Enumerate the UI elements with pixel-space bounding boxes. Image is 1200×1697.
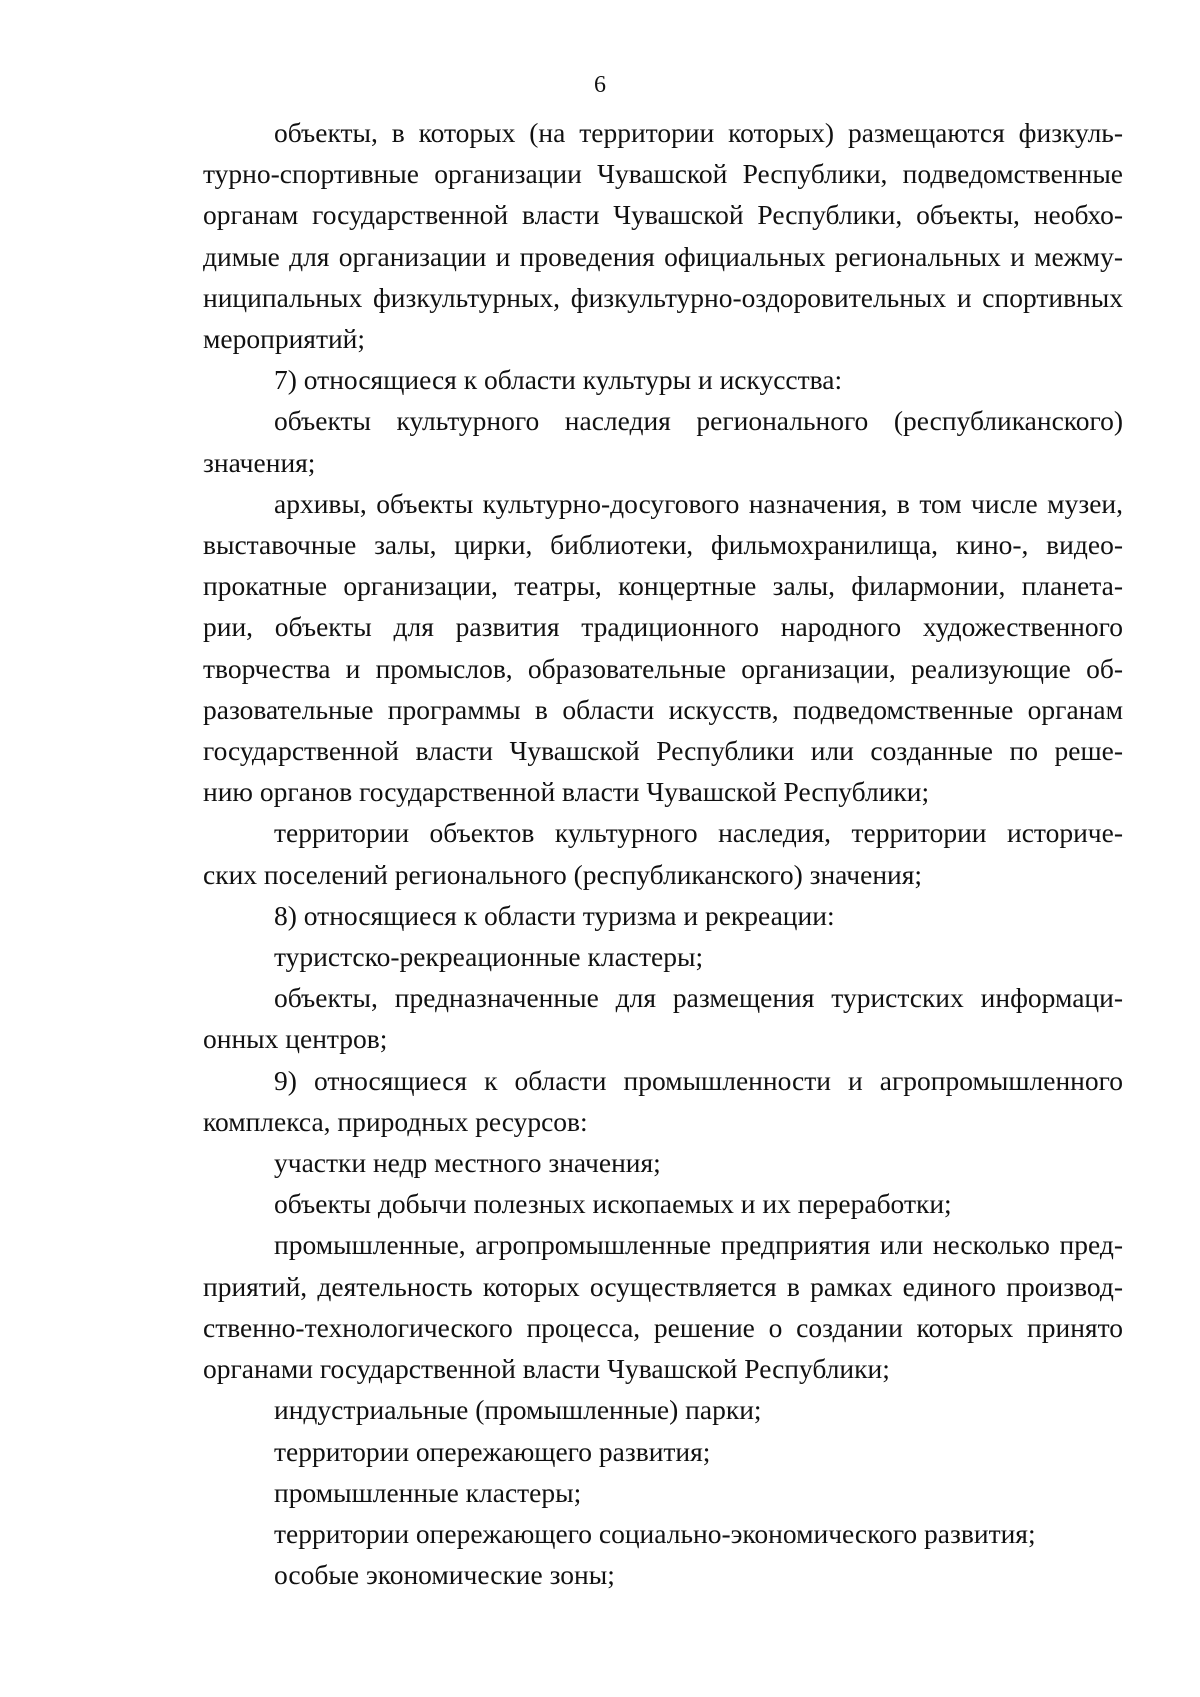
text-line: значения; <box>203 446 316 478</box>
text-line: турно-спортивные организации Чувашской Республики, подведомственные <box>203 158 1123 190</box>
text-line: территории объектов культурного наследия, территории историче- <box>274 817 1123 849</box>
text-line: объекты, в которых (на территории которых) размещаются физкуль- <box>274 117 1123 148</box>
text-line: прокатные организации, театры, концертные залы, филармонии, планета- <box>203 570 1123 602</box>
text-line: нию органов государственной власти Чувашской Республики; <box>203 776 930 808</box>
text-line: промышленные, агропромышленные предприятия или несколько пред- <box>274 1229 1123 1261</box>
text-line: органами государственной власти Чувашской Республики; <box>203 1353 890 1385</box>
text-line: 7) относящиеся к области культуры и искусства: <box>274 364 843 396</box>
text-line: мероприятий; <box>203 323 366 355</box>
text-line: ственно-технологического процесса, решение о создании которых принято <box>203 1311 1123 1343</box>
text-line: органам государственной власти Чувашской Республики, объекты, необхо- <box>203 199 1123 231</box>
text-line: выставочные залы, цирки, библиотеки, фильмохранилища, кино-, видео- <box>203 529 1123 561</box>
text-line: приятий, деятельность которых осуществляется в рамках единого производ- <box>203 1270 1123 1302</box>
body-text <box>203 112 1123 1595</box>
text-line: разовательные программы в области искусств, подведомственные органам <box>203 693 1123 725</box>
text-line: туристско-рекреационные кластеры; <box>274 941 704 973</box>
text-line: архивы, объекты культурно-досугового назначения, в том числе музеи, <box>274 487 1123 519</box>
text-line: особые экономические зоны; <box>274 1559 615 1591</box>
text-line: димые для организации и проведения официальных региональных и межму- <box>203 240 1123 272</box>
text-line: объекты, предназначенные для размещения туристских информаци- <box>274 982 1123 1014</box>
text-line: объекты культурного наследия регионального (республиканского) <box>274 405 1123 437</box>
text-line: индустриальные (промышленные) парки; <box>274 1394 762 1426</box>
page-number: 6 <box>594 72 606 98</box>
text-line: объекты добычи полезных ископаемых и их переработки; <box>274 1188 952 1220</box>
text-line: ниципальных физкультурных, физкультурно-оздоровительных и спортивных <box>203 281 1123 313</box>
text-line: ских поселений регионального (республиканского) значения; <box>203 858 923 890</box>
text-line: территории опережающего развития; <box>274 1435 711 1467</box>
text-line: рии, объекты для развития традиционного народного художественного <box>203 611 1123 643</box>
text-line: промышленные кластеры; <box>274 1476 582 1508</box>
text-line: участки недр местного значения; <box>274 1147 661 1179</box>
text-line: 9) относящиеся к области промышленности и агропромышленного <box>274 1064 1123 1096</box>
text-line: территории опережающего социально-экономического развития; <box>274 1517 1036 1549</box>
text-line: государственной власти Чувашской Республики или созданные по реше- <box>203 735 1123 767</box>
text-line: онных центров; <box>203 1023 388 1055</box>
text-line: творчества и промыслов, образовательные организации, реализующие об- <box>203 652 1123 684</box>
text-line: комплекса, природных ресурсов: <box>203 1105 588 1137</box>
text-line: 8) относящиеся к области туризма и рекреации: <box>274 899 835 931</box>
